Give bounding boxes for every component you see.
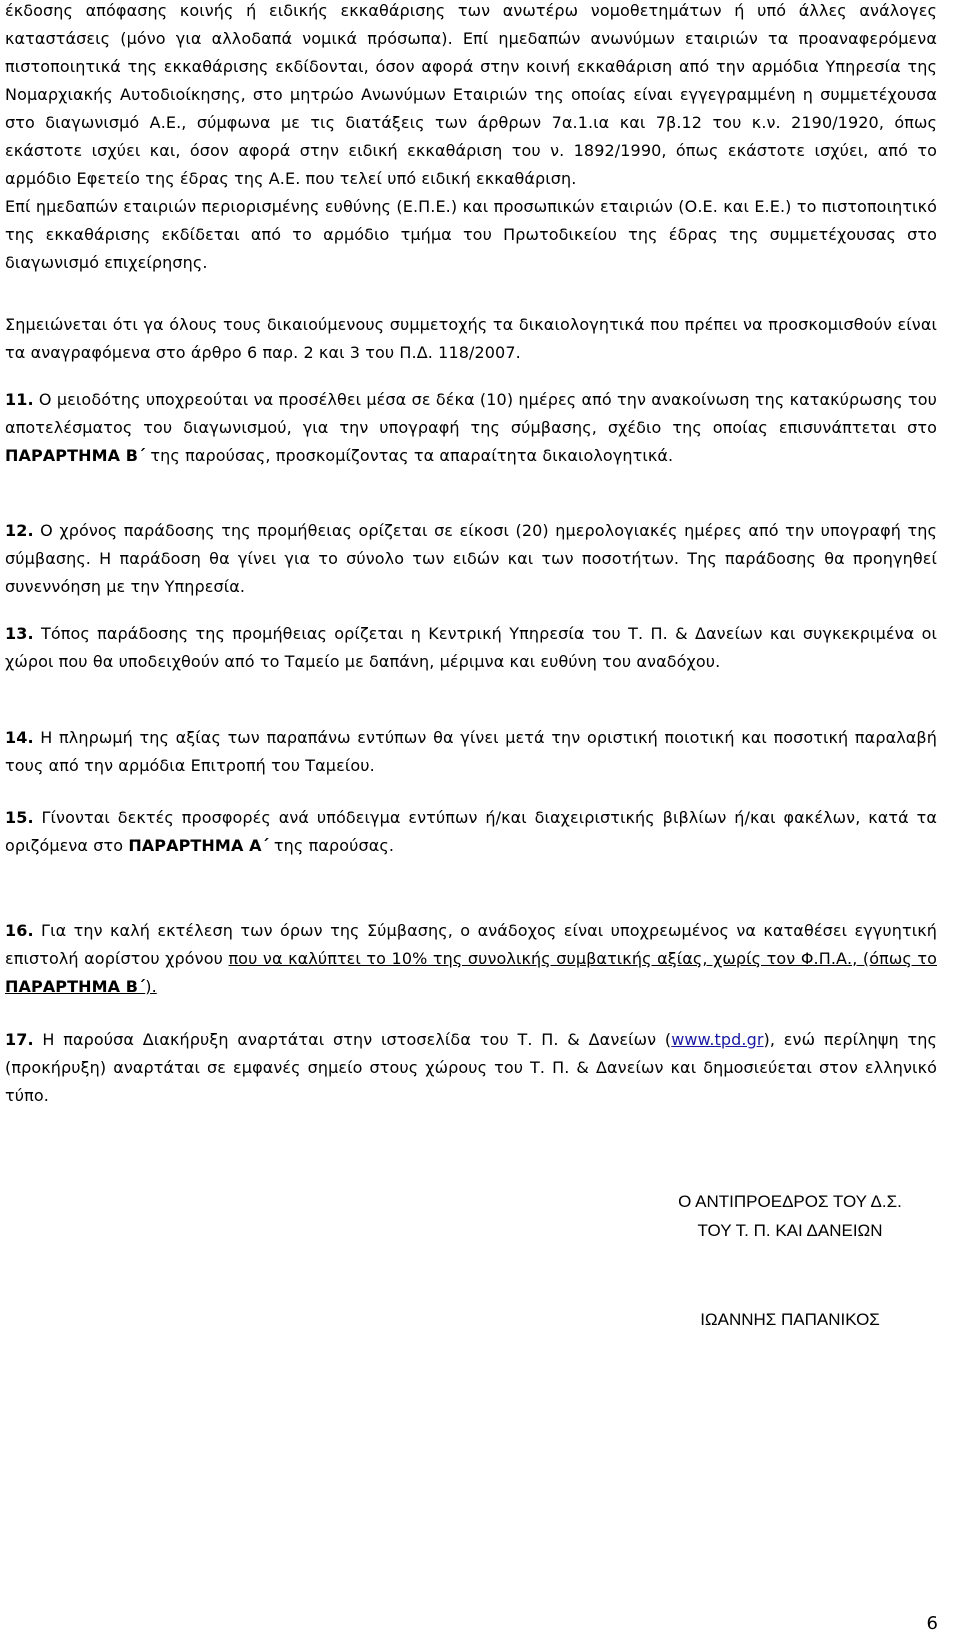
paragraph-15-number: 15. — [5, 808, 34, 827]
intro-text-2: Επί ημεδαπών εταιριών περιορισμένης ευθύνης (Ε.Π.Ε.) και προσωπικών εταιριών (Ο.Ε. και Ε.Ε.) το πιστοποιητικό της εκκαθάρισης εκδίδεται από το αρμόδιο τμήμα του Πρωτοδικείου της έδρας της συμμετέχουσας στο διαγωνισμό επιχείρησης. — [5, 197, 937, 272]
paragraph-11-text-b: της παρούσας, προσκομίζοντας τα απαραίτητα δικαιολογητικά. — [145, 446, 674, 465]
intro-paragraph — [5, 0, 937, 277]
paragraph-14-number: 14. — [5, 728, 34, 747]
paragraph-13 — [5, 620, 937, 676]
paragraph-17-text-b: ), ενώ περίληψη της (προκήρυξη) αναρτάται σε εμφανές σημείο στους χώρους του Τ. Π. & Δανείων και δημοσιεύεται στον ελληνικό τύπο. — [5, 1030, 937, 1105]
intro-text: έκδοσης απόφασης κοινής ή ειδικής εκκαθάρισης των ανωτέρω νομοθετημάτων ή υπό άλλες ανάλογες καταστάσεις (μόνο για αλλοδαπά νομικά πρόσωπα). Επί ημεδαπών ανωνύμων εταιριών τα προαναφερόμενα πιστοποιητικά της εκκαθάρισης εκδίδονται, όσον αφορά στην κοινή εκκαθάριση από την αρμόδια Υπηρεσία της Νομαρχιακής Αυτοδιοίκησης, στο μητρώο Ανωνύμων Εταιριών της οποίας είναι εγγεγραμμένη η συμμετέχουσα στο διαγωνισμό Α.Ε., σύμφωνα με τις διατάξεις των άρθρων 7α.1.ια και 7β.12 του κ.ν. 2190/1920, όπως εκάστοτε ισχύει και, όσον αφορά στην ειδική εκκαθάριση του ν. 1892/1990, όπως εκάστοτε ισχύει, από το αρμόδιο Εφετείο της έδρας της Α.Ε. που τελεί υπό ειδική εκκαθάριση. — [5, 1, 937, 188]
paragraph-15-text-a: Γίνονται δεκτές προσφορές ανά υπόδειγμα εντύπων ή/και διαχειριστικής βιβλίων ή/και φακέλων, κατά τα οριζόμενα στο — [5, 808, 937, 855]
paragraph-11 — [5, 386, 937, 470]
paragraph-17-text-a: Η παρούσα Διακήρυξη αναρτάται στην ιστοσελίδα του Τ. Π. & Δανείων ( — [33, 1030, 672, 1049]
paragraph-15-text-b: της παρούσας. — [268, 836, 395, 855]
paragraph-12-number: 12. — [5, 521, 34, 540]
signature-title-line-1: Ο ΑΝΤΙΠΡΟΕΔΡΟΣ ΤΟΥ Δ.Σ. — [678, 1192, 902, 1211]
paragraph-16-guarantee-text: που να καλύπτει το 10% της συνολικής συμβατικής αξίας, χωρίς τον Φ.Π.Α., (όπως το — [228, 949, 937, 968]
paragraph-16-annex: ΠΑΡΑΡΤΗΜΑ Β΄ — [5, 977, 146, 996]
paragraph-14 — [5, 724, 937, 780]
paragraph-13-text: Τόπος παράδοσης της προμήθειας ορίζεται η Κεντρική Υπηρεσία του Τ. Π. & Δανείων και συγκεκριμένα οι χώροι που θα υποδειχθούν από το Ταμείο με δαπάνη, μέριμνα και ευθύνη του αναδόχου. — [5, 624, 937, 671]
paragraph-17-number: 17. — [5, 1030, 34, 1049]
paragraph-11-number: 11. — [5, 390, 34, 409]
paragraph-12 — [5, 517, 937, 601]
paragraph-12-text: Ο χρόνος παράδοσης της προμήθειας ορίζεται σε είκοσι (20) ημερολογιακές ημέρες από την υπογραφή της σύμβασης. Η παράδοση θα γίνει για το σύνολο των ειδών και των ποσοτήτων. Της παράδοσης θα προηγηθεί συνεννόηση με την Υπηρεσία. — [5, 521, 937, 596]
paragraph-16-number: 16. — [5, 921, 34, 940]
paragraph-14-text: Η πληρωμή της αξίας των παραπάνω εντύπων θα γίνει μετά την οριστική ποιοτική και ποσοτική παραλαβή τους από την αρμόδια Επιτροπή του Ταμείου. — [5, 728, 937, 775]
paragraph-15 — [5, 804, 937, 860]
paragraph-16-end: ). — [145, 977, 157, 996]
page-number: 6 — [926, 1613, 938, 1634]
website-link[interactable]: www.tpd.gr — [671, 1030, 764, 1049]
paragraph-11-text-a: Ο μειοδότης υποχρεούται να προσέλθει μέσα σε δέκα (10) ημέρες από την ανακοίνωση της κατακύρωσης του αποτελέσματος του διαγωνισμού, για την υπογραφή της σύμβασης, σχέδιο της οποίας επισυνάπτεται στο — [5, 390, 937, 437]
signature-title-line-2: ΤΟΥ Τ. Π. ΚΑΙ ΔΑΝΕΙΩΝ — [697, 1221, 883, 1240]
paragraph-16 — [5, 917, 937, 1001]
paragraph-15-annex: ΠΑΡΑΡΤΗΜΑ Α΄ — [128, 836, 269, 855]
paragraph-17 — [5, 1026, 937, 1110]
signatory-name: ΙΩΑΝΝΗΣ ΠΑΠΑΝΙΚΟΣ — [700, 1310, 880, 1329]
paragraph-16-text-a: Για την καλή εκτέλεση των όρων της Σύμβασης, ο ανάδοχος είναι υποχρεωμένος να καταθέσει εγγυητική επιστολή αορίστου χρόνου — [5, 921, 937, 968]
paragraph-13-number: 13. — [5, 624, 34, 643]
paragraph-11-annex: ΠΑΡΑΡΤΗΜΑ Β΄ — [5, 446, 146, 465]
note-paragraph: Σημειώνεται ότι γα όλους τους δικαιούμενους συμμετοχής τα δικαιολογητικά που πρέπει να προσκομισθούν είναι τα αναγραφόμενα στο άρθρο 6 παρ. 2 και 3 του Π.Δ. 118/2007. — [5, 315, 937, 362]
